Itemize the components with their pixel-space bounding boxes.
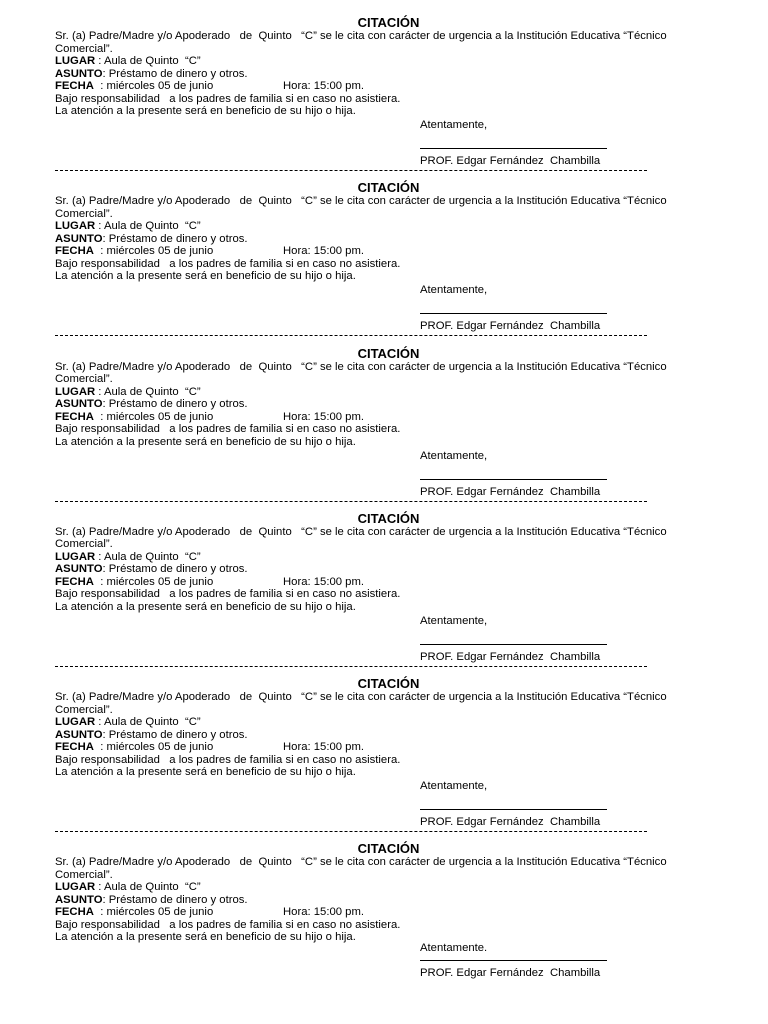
attention-line: La atención a la presente será en beneficio de su hijo o hija. xyxy=(55,600,356,613)
asunto-value: : Préstamo de dinero y otros. xyxy=(102,232,248,245)
asunto-value: : Préstamo de dinero y otros. xyxy=(102,893,248,906)
fecha-label: FECHA xyxy=(55,741,94,754)
closing-text: Atentamente, xyxy=(420,119,488,131)
citation-intro-continuation: Comercial”. xyxy=(55,868,113,881)
fecha-label: FECHA xyxy=(55,245,94,258)
citation-intro-line: Sr. (a) Padre/Madre y/o Apoderado de Quinto “C” se le cita con carácter de urgencia a la Institución Educativa “Técnico xyxy=(55,195,667,208)
fecha-value: : miércoles 05 de junio xyxy=(93,575,214,588)
citation-block xyxy=(55,181,695,346)
citation-title: CITACIÓN xyxy=(357,15,420,30)
closing-text: Atentamente, xyxy=(420,449,488,462)
closing-text: Atentamente. xyxy=(420,942,488,955)
lugar-label: LUGAR xyxy=(55,385,96,398)
attention-line: La atención a la presente será en beneficio de su hijo o hija. xyxy=(55,766,356,779)
responsibility-line: Bajo responsabilidad a los padres de familia si en caso no asistiera. xyxy=(55,257,401,270)
fecha-row xyxy=(55,576,695,589)
citation-block xyxy=(55,842,695,1007)
hora-value: Hora: 15:00 pm. xyxy=(283,410,365,423)
hora-value: Hora: 15:00 pm. xyxy=(283,906,365,919)
responsibility-line: Bajo responsabilidad a los padres de familia si en caso no asistiera. xyxy=(55,588,401,601)
asunto-label: ASUNTO xyxy=(55,67,103,80)
fecha-label: FECHA xyxy=(55,410,94,423)
asunto-row xyxy=(55,233,695,246)
fecha-row xyxy=(55,741,695,754)
lugar-row xyxy=(55,55,695,68)
lugar-row xyxy=(55,551,695,564)
citation-block xyxy=(55,347,695,512)
asunto-label: ASUNTO xyxy=(55,398,103,411)
cut-line-divider xyxy=(55,501,647,502)
citation-block xyxy=(55,677,695,842)
fecha-row xyxy=(55,906,695,919)
lugar-label: LUGAR xyxy=(55,220,96,233)
fecha-value: : miércoles 05 de junio xyxy=(93,410,214,423)
signer-name: PROF. Edgar Fernández Chambilla xyxy=(420,485,601,498)
fecha-value: : miércoles 05 de junio xyxy=(93,245,214,258)
lugar-row xyxy=(55,386,695,399)
citation-intro-line: Sr. (a) Padre/Madre y/o Apoderado de Quinto “C” se le cita con carácter de urgencia a la Institución Educativa “Técnico xyxy=(55,856,667,869)
citation-title: CITACIÓN xyxy=(357,841,420,857)
lugar-value: : Aula de Quinto “C” xyxy=(95,385,201,398)
signature-line xyxy=(420,960,607,961)
lugar-value: : Aula de Quinto “C” xyxy=(95,881,201,894)
lugar-row xyxy=(55,716,695,729)
citation-title: CITACIÓN xyxy=(357,676,420,692)
lugar-value: : Aula de Quinto “C” xyxy=(95,220,201,233)
lugar-label: LUGAR xyxy=(55,716,96,729)
asunto-label: ASUNTO xyxy=(55,728,103,741)
signature-line xyxy=(420,809,607,810)
citation-title: CITACIÓN xyxy=(357,510,420,526)
fecha-value: : miércoles 05 de junio xyxy=(93,741,214,754)
responsibility-line: Bajo responsabilidad a los padres de familia si en caso no asistiera. xyxy=(55,92,401,105)
cut-line-divider xyxy=(55,666,647,667)
asunto-row xyxy=(55,894,695,907)
asunto-value: : Préstamo de dinero y otros. xyxy=(102,398,248,411)
signer-name: PROF. Edgar Fernández Chambilla xyxy=(420,320,601,333)
signature-line xyxy=(420,313,607,314)
signature-line xyxy=(420,479,607,480)
asunto-row xyxy=(55,563,695,576)
lugar-label: LUGAR xyxy=(55,550,96,563)
lugar-label: LUGAR xyxy=(55,881,96,894)
signer-name: PROF. Edgar Fernández Chambilla xyxy=(420,155,601,167)
responsibility-line: Bajo responsabilidad a los padres de familia si en caso no asistiera. xyxy=(55,918,401,931)
cut-line-divider xyxy=(55,170,647,171)
citation-intro-continuation: Comercial”. xyxy=(55,42,113,55)
citation-intro-line: Sr. (a) Padre/Madre y/o Apoderado de Quinto “C” se le cita con carácter de urgencia a la Institución Educativa “Técnico xyxy=(55,360,667,373)
attention-line: La atención a la presente será en beneficio de su hijo o hija. xyxy=(55,105,356,117)
asunto-value: : Préstamo de dinero y otros. xyxy=(102,728,248,741)
fecha-row xyxy=(55,245,695,258)
document-page xyxy=(55,16,695,1008)
signer-name: PROF. Edgar Fernández Chambilla xyxy=(420,816,601,829)
citation-intro-continuation: Comercial”. xyxy=(55,538,113,551)
lugar-row xyxy=(55,220,695,233)
citation-intro-line: Sr. (a) Padre/Madre y/o Apoderado de Quinto “C” se le cita con carácter de urgencia a la Institución Educativa “Técnico xyxy=(55,691,667,704)
hora-value: Hora: 15:00 pm. xyxy=(283,575,365,588)
cut-line-divider xyxy=(55,831,647,832)
attention-line: La atención a la presente será en beneficio de su hijo o hija. xyxy=(55,931,356,944)
signer-name: PROF. Edgar Fernández Chambilla xyxy=(420,650,601,663)
hora-value: Hora: 15:00 pm. xyxy=(283,80,365,92)
lugar-value: : Aula de Quinto “C” xyxy=(95,55,201,67)
asunto-value: : Préstamo de dinero y otros. xyxy=(102,67,248,80)
fecha-row xyxy=(55,80,695,93)
asunto-value: : Préstamo de dinero y otros. xyxy=(102,563,248,576)
citation-block xyxy=(55,16,695,181)
lugar-label: LUGAR xyxy=(55,55,96,67)
citation-intro-continuation: Comercial”. xyxy=(55,207,113,220)
hora-value: Hora: 15:00 pm. xyxy=(283,245,365,258)
asunto-label: ASUNTO xyxy=(55,563,103,576)
asunto-row xyxy=(55,729,695,742)
lugar-value: : Aula de Quinto “C” xyxy=(95,550,201,563)
closing-text: Atentamente, xyxy=(420,614,488,627)
fecha-value: : miércoles 05 de junio xyxy=(93,80,214,92)
fecha-label: FECHA xyxy=(55,80,94,92)
attention-line: La atención a la presente será en beneficio de su hijo o hija. xyxy=(55,435,356,448)
closing-text: Atentamente, xyxy=(420,284,488,297)
asunto-label: ASUNTO xyxy=(55,232,103,245)
signature-line xyxy=(420,148,607,149)
citation-intro-continuation: Comercial”. xyxy=(55,703,113,716)
citation-title: CITACIÓN xyxy=(357,180,420,196)
cut-line-divider xyxy=(55,335,647,336)
hora-value: Hora: 15:00 pm. xyxy=(283,741,365,754)
citation-intro-line: Sr. (a) Padre/Madre y/o Apoderado de Quinto “C” se le cita con carácter de urgencia a la Institución Educativa “Técnico xyxy=(55,30,667,42)
fecha-label: FECHA xyxy=(55,906,94,919)
responsibility-line: Bajo responsabilidad a los padres de familia si en caso no asistiera. xyxy=(55,423,401,436)
citation-block xyxy=(55,512,695,677)
asunto-row xyxy=(55,398,695,411)
signature-line xyxy=(420,644,607,645)
fecha-value: : miércoles 05 de junio xyxy=(93,906,214,919)
signer-name: PROF. Edgar Fernández Chambilla xyxy=(420,967,601,980)
citation-intro-continuation: Comercial”. xyxy=(55,373,113,386)
lugar-value: : Aula de Quinto “C” xyxy=(95,716,201,729)
fecha-label: FECHA xyxy=(55,575,94,588)
attention-line: La atención a la presente será en beneficio de su hijo o hija. xyxy=(55,270,356,283)
closing-text: Atentamente, xyxy=(420,780,488,793)
lugar-row xyxy=(55,881,695,894)
asunto-row xyxy=(55,68,695,81)
asunto-label: ASUNTO xyxy=(55,893,103,906)
citation-title: CITACIÓN xyxy=(357,345,420,361)
fecha-row xyxy=(55,411,695,424)
citation-intro-line: Sr. (a) Padre/Madre y/o Apoderado de Quinto “C” se le cita con carácter de urgencia a la Institución Educativa “Técnico xyxy=(55,525,667,538)
responsibility-line: Bajo responsabilidad a los padres de familia si en caso no asistiera. xyxy=(55,753,401,766)
